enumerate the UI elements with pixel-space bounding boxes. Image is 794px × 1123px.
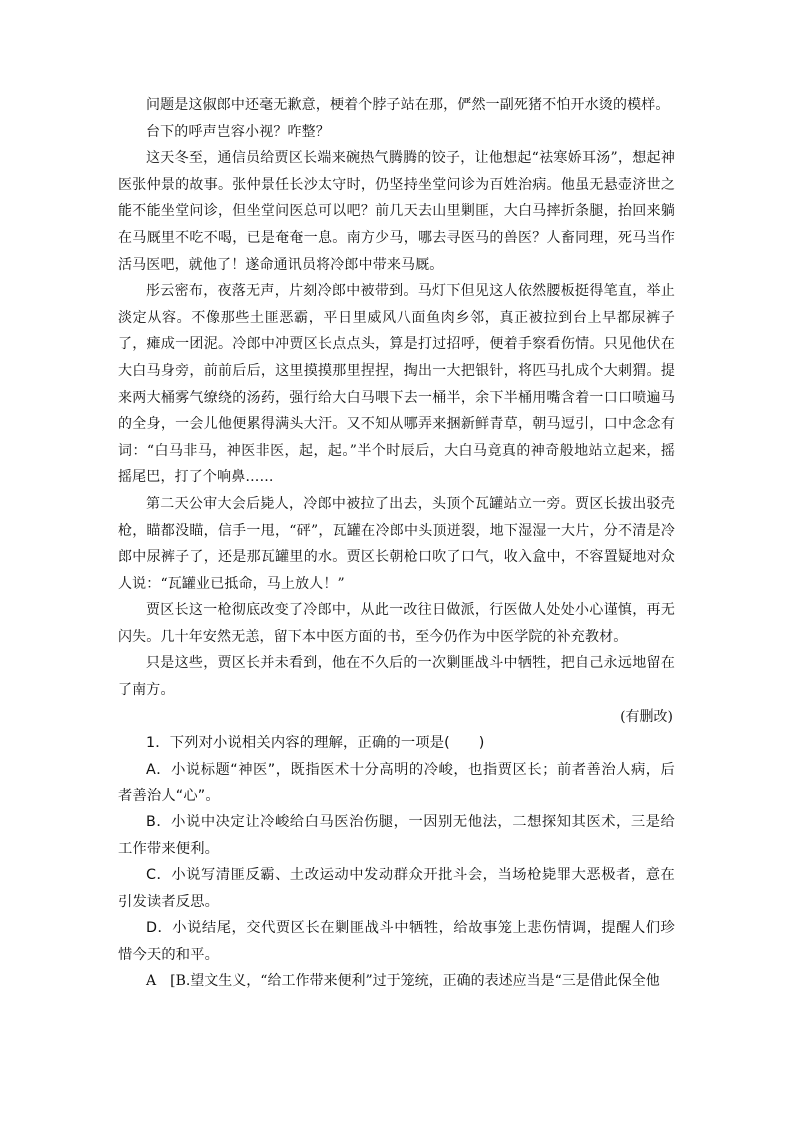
story-paragraph: 彤云密布，夜落无声，片刻冷郎中被带到。马灯下但见这人依然腰板挺得笔直，举止淡定从容。不像那些土匪恶霸，平日里威风八面鱼肉乡邻，真正被拉到台上早都尿裤子了，瘫成一团泥。冷郎中冲贾区长点点头，算是打过招呼，便着手察看伤情。只见他伏在大白马身旁，前前后后，这里摸摸那里捏捏，掏出一大把银针，将匹马扎成个大刺猬。提来两大桶雾气缭绕的汤药，强行给大白马喂下去一桶半，余下半桶用嘴含着一口口喷遍马的全身，一会儿他便累得满头大汗。又不知从哪弄来捆新鲜青草，朝马逗引，口中念念有词：“白马非马，神医非医，起，起。”半个时辰后，大白马竟真的神奇般地站立起来，摇摇尾巴，打了个响鼻…… xyxy=(118,283,675,486)
story-paragraph: 只是这些，贾区长并未看到，他在不久后的一次剿匪战斗中牺牲，把自己永远地留在了南方。 xyxy=(118,655,675,699)
document-page xyxy=(118,92,675,995)
question-stem: 1．下列对小说相关内容的理解，正确的一项是( ) xyxy=(146,735,485,752)
question-option-d: D．小说结尾，交代贾区长在剿匪战斗中牺牲，给故事笼上悲伤情调，提醒人们珍惜今天的和平。 xyxy=(118,920,675,963)
question-option-b: B．小说中决定让冷峻给白马医治伤腿，一因别无他法，二想探知其医术，三是给工作带来便利。 xyxy=(118,814,675,857)
story-paragraph: 贾区长这一枪彻底改变了冷郎中，从此一改往日做派，行医做人处处小心谨慎，再无闪失。几十年安然无恙，留下本中医方面的书，至今仍作为中医学院的补充教材。 xyxy=(118,602,675,645)
answer-explanation: A [B.望文生义，“给工作带来便利”过于笼统，正确的表述应当是“三是借此保全他 xyxy=(146,972,660,989)
story-paragraph: 第二天公审大会后毙人，冷郎中被拉了出去，头顶个瓦罐站立一旁。贾区长拔出驳壳枪，瞄都没瞄，信手一甩，“砰”，瓦罐在冷郎中头顶迸裂，地下湿湿一大片，分不清是冷郎中尿裤子了，还是那瓦罐里的水。贾区长朝枪口吹了口气，收入盒中，不容置疑地对众人说：“瓦罐业已抵命，马上放人！” xyxy=(118,495,675,592)
question-option-c: C．小说写清匪反霸、土改运动中发动群众开批斗会，当场枪毙罪大恶极者，意在引发读者反思。 xyxy=(118,867,675,910)
source-note: (有删改) xyxy=(620,708,673,725)
story-paragraph: 问题是这俶郎中还毫无歉意，梗着个脖子站在那，俨然一副死猪不怕开水烫的模样。 xyxy=(146,97,670,113)
question-option-a: A．小说标题“神医”，既指医术十分高明的冷峻，也指贾区长；前者善治人病，后者善治人“心”。 xyxy=(118,761,675,805)
story-paragraph: 台下的呼声岂容小视？咋整？ xyxy=(146,123,330,140)
story-paragraph: 这天冬至，通信员给贾区长端来碗热气腾腾的饺子，让他想起“祛寒娇耳汤”，想起神医张仲景的故事。张仲景任长沙太守时，仍坚持坐堂问诊为百姓治病。他虽无悬壶济世之能不能坐堂问诊，但坐堂问医总可以吧？前几天去山里剿匪，大白马摔折条腿，抬回来躺在马厩里不吃不喝，已是奄奄一息。南方少马，哪去寻医马的兽医？人畜同理，死马当作活马医吧，就他了！遂命通讯员将冷郎中带来马厩。 xyxy=(118,150,675,273)
